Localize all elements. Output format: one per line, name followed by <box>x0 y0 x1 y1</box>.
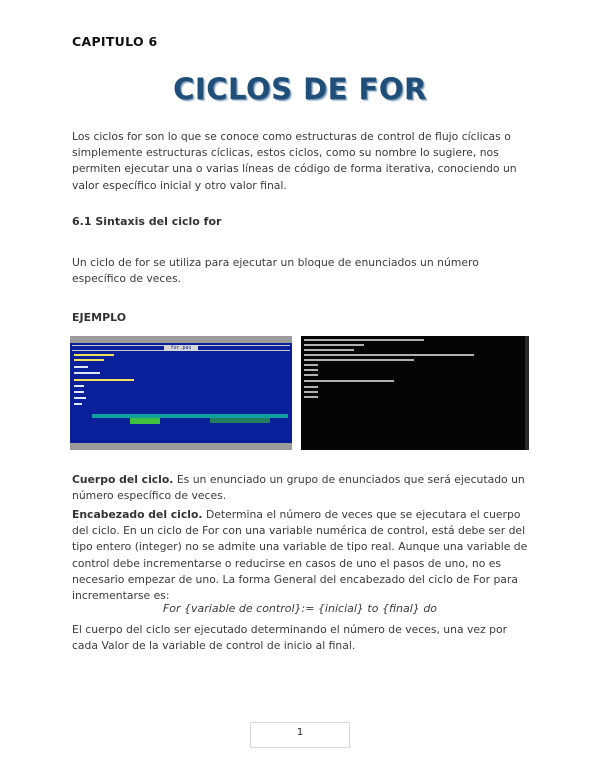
page-number: 1 <box>250 722 350 748</box>
closing-paragraph: El cuerpo del ciclo ser ejecutado determinando el número de veces, una vez por cada Valor de la variable de control de inicio al final. <box>72 623 508 653</box>
console-screenshot <box>301 336 529 450</box>
console-line <box>304 396 318 398</box>
editor-menubar <box>70 336 292 343</box>
console-line <box>304 386 318 388</box>
console-line <box>304 391 318 393</box>
editor-decoration <box>210 418 270 423</box>
section-paragraph: Un ciclo de for se utiliza para ejecutar un bloque de enunciados un número específico de veces. <box>72 256 479 286</box>
code-line <box>74 359 104 361</box>
code-line <box>74 385 84 387</box>
editor-screenshot <box>70 336 292 450</box>
console-line <box>304 380 394 382</box>
chapter-label: CAPITULO 6 <box>72 34 158 49</box>
code-line <box>74 379 134 381</box>
console-scrollbar <box>525 336 529 450</box>
console-line <box>304 364 318 366</box>
cuerpo-text: Es un enunciado un grupo de enunciados que será ejecutado un número específico de veces. <box>72 473 525 503</box>
console-line <box>304 374 318 376</box>
code-line <box>74 366 88 368</box>
for-syntax-formula: For {variable de control}:= {inicial} to {final} do <box>162 602 438 615</box>
code-line <box>74 354 114 356</box>
console-line <box>304 349 354 351</box>
encabezado-paragraph <box>72 507 534 604</box>
cuerpo-paragraph <box>72 472 534 504</box>
page-title: CICLOS DE FOR <box>173 72 427 106</box>
console-line <box>304 354 474 356</box>
editor-window-title: for.pas <box>164 345 198 351</box>
code-line <box>74 372 100 374</box>
code-line <box>74 391 84 393</box>
console-line <box>304 359 414 361</box>
editor-statusbar <box>70 443 292 450</box>
code-line <box>74 403 82 405</box>
intro-paragraph: Los ciclos for son lo que se conoce como estructuras de control de flujo cíclicas o simplemente estructuras cíclicas, estos ciclos, como su nombre lo sugiere, nos permiten ejecutar una o varias líneas de código de forma iterativa, conociendo un valor específico inicial y otro valor final. <box>72 130 517 192</box>
section-heading: 6.1 Sintaxis del ciclo for <box>72 215 222 228</box>
encabezado-text: Determina el número de veces que se ejecutara el cuerpo del ciclo. En un ciclo de For con una variable numérica de control, está debe ser del tipo entero (integer) no se admite una variable de tipo real. Aunque una variable de control debe incrementarse o reducirse en casos de uno el pasos de uno, no es necesario empezar de uno. La forma General del encabezado del ciclo de For para incrementarse es: <box>72 508 528 603</box>
console-line <box>304 344 364 346</box>
cuerpo-term: Cuerpo del ciclo. <box>72 473 174 486</box>
encabezado-term: Encabezado del ciclo. <box>72 508 203 521</box>
console-line <box>304 339 424 341</box>
console-line <box>304 369 318 371</box>
code-line <box>74 397 86 399</box>
editor-decoration <box>130 418 160 424</box>
example-label: EJEMPLO <box>72 311 127 324</box>
